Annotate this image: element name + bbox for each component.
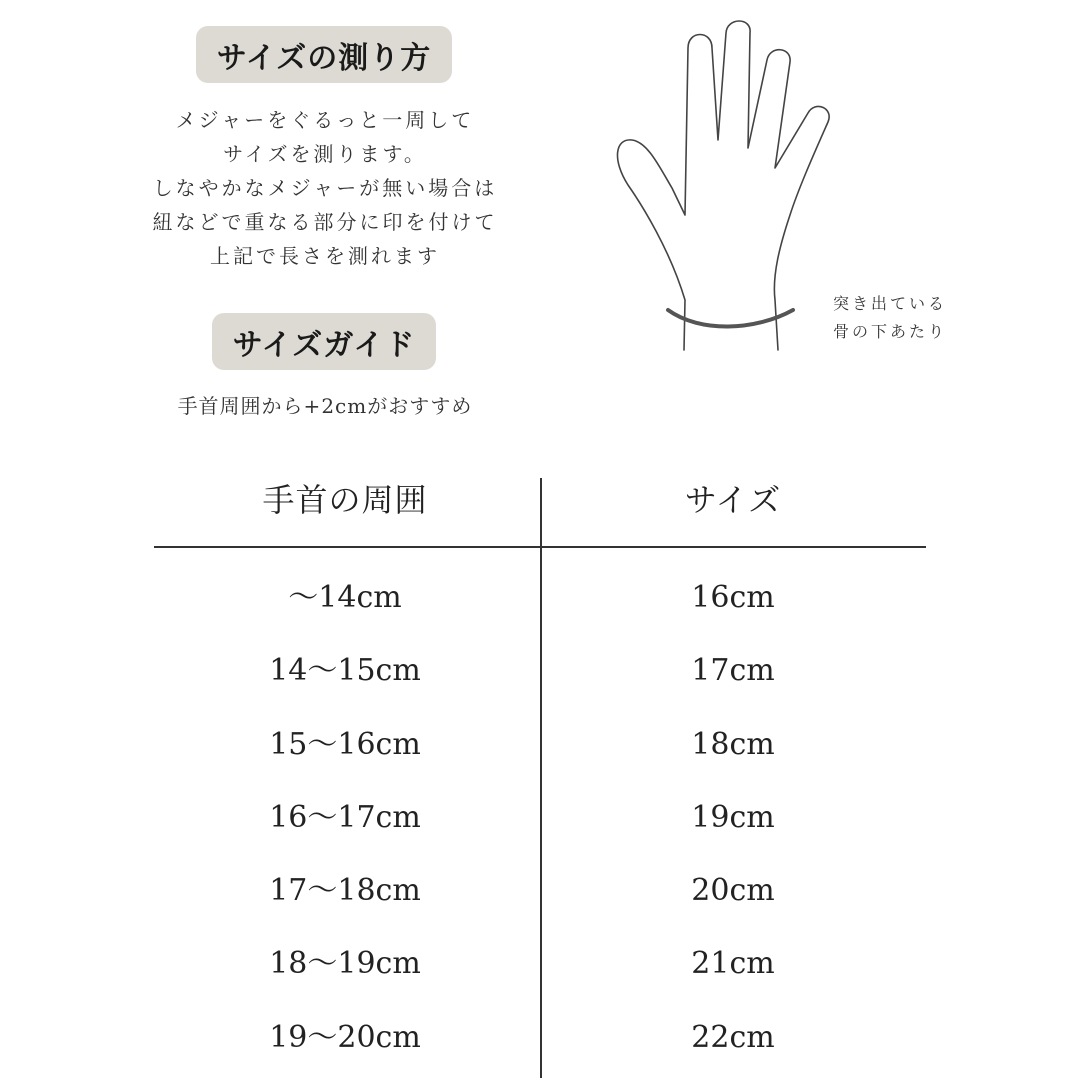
- measure-title: サイズの測り方: [216, 40, 432, 76]
- size-table: [154, 478, 926, 1078]
- size-guide-title: サイズガイド: [232, 327, 416, 363]
- size-guide-badge: [212, 313, 436, 370]
- wrist-bone-label-line: 骨の下あたり: [833, 322, 948, 341]
- measure-title-badge: [196, 26, 452, 83]
- wrist-range-cell: 17〜18cm: [269, 873, 421, 909]
- table-row: [154, 798, 926, 871]
- wrist-range-cell: 15〜16cm: [269, 726, 421, 762]
- instruction-line: しなやかなメジャーが無い場合は: [152, 176, 498, 200]
- wrist-range-cell: 19〜20cm: [269, 1019, 421, 1055]
- recommendation-text: 手首周囲から+2cmがおすすめ: [177, 394, 473, 418]
- wrist-bone-label-line: 突き出ている: [833, 294, 948, 313]
- table-row: [154, 1018, 926, 1091]
- table-row: [154, 578, 926, 651]
- size-cell: 20cm: [691, 873, 775, 909]
- wrist-header: 手首の周囲: [262, 481, 428, 519]
- size-cell: 22cm: [691, 1019, 775, 1055]
- instruction-line: サイズを測ります。: [223, 142, 427, 166]
- instruction-line: メジャーをぐるっと一周して: [175, 108, 475, 132]
- size-cell: 21cm: [691, 946, 775, 982]
- hand-outline-icon: [600, 15, 840, 360]
- size-cell: 17cm: [691, 653, 775, 689]
- size-cell: 18cm: [691, 726, 775, 762]
- table-row: [154, 651, 926, 724]
- table-row: [154, 871, 926, 944]
- size-header: サイズ: [684, 481, 782, 519]
- instruction-line: 紐などで重なる部分に印を付けて: [152, 210, 498, 234]
- wrist-range-cell: 16〜17cm: [269, 799, 421, 835]
- size-cell: 19cm: [691, 799, 775, 835]
- instruction-line: 上記で長さを測れます: [210, 244, 440, 268]
- instructions-text: [120, 103, 530, 273]
- size-cell: 16cm: [691, 580, 775, 615]
- table-row: [154, 944, 926, 1017]
- wrist-range-cell: 〜14cm: [288, 580, 402, 615]
- wrist-range-cell: 18〜19cm: [269, 946, 421, 982]
- table-row: [154, 725, 926, 798]
- table-body: [154, 578, 926, 1091]
- wrist-bone-label: [833, 290, 947, 346]
- wrist-range-cell: 14〜15cm: [269, 653, 421, 689]
